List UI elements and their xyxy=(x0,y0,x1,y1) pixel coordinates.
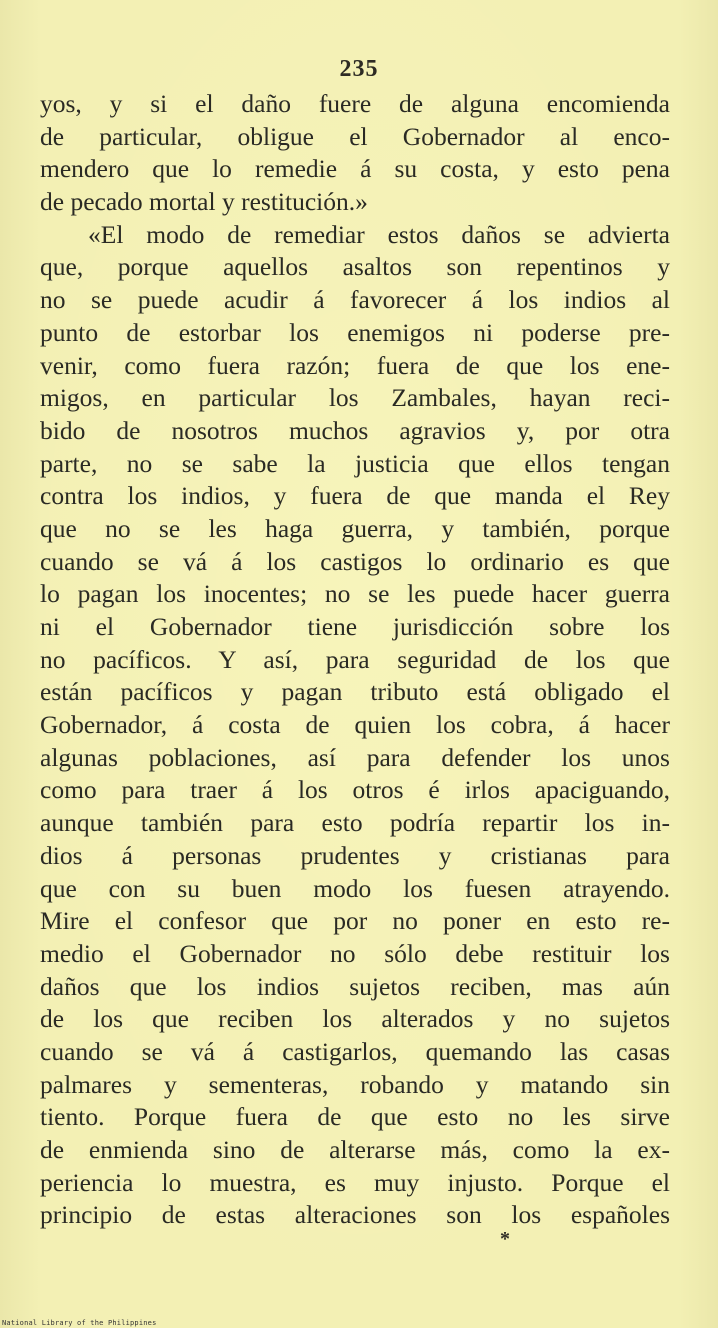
text-line: principio de estas alteraciones son los españoles xyxy=(40,1200,670,1230)
text-line: Gobernador, á costa de quien los cobra, á hacer xyxy=(40,710,670,740)
text-line: aunque también para esto podría repartir los in- xyxy=(40,808,670,838)
text-line: periencia lo muestra, es muy injusto. Porque el xyxy=(40,1167,670,1197)
text-line: Mire el confesor que por no poner en esto re- xyxy=(40,906,670,936)
text-line: «El modo de remediar estos daños se advierta xyxy=(88,219,670,249)
text-line: migos, en particular los Zambales, hayan reci- xyxy=(40,383,670,413)
text-line: que no se les haga guerra, y también, porque xyxy=(40,513,670,543)
text-line: algunas poblaciones, así para defender los unos xyxy=(40,742,670,772)
text-line: medio el Gobernador no sólo debe restituir los xyxy=(40,938,670,968)
library-footer: National Library of the Philippines xyxy=(2,1319,157,1327)
text-line: cuando se vá á castigarlos, quemando las casas xyxy=(40,1036,670,1066)
text-line: daños que los indios sujetos reciben, mas aún xyxy=(40,971,670,1001)
body-text xyxy=(40,88,670,1232)
text-line: contra los indios, y fuera de que manda el Rey xyxy=(40,481,670,511)
text-line: de particular, obligue el Gobernador al enco- xyxy=(40,121,670,151)
text-line: de los que reciben los alterados y no sujetos xyxy=(40,1004,670,1034)
text-line: como para traer á los otros é irlos apaciguando, xyxy=(40,775,670,805)
text-line: bido de nosotros muchos agravios y, por otra xyxy=(40,415,670,445)
text-line: dios á personas prudentes y cristianas para xyxy=(40,840,670,870)
page-number: 235 xyxy=(339,56,379,82)
text-line: están pacíficos y pagan tributo está obligado el xyxy=(40,677,670,707)
text-line: punto de estorbar los enemigos ni poderse pre- xyxy=(40,317,670,347)
text-line: venir, como fuera razón; fuera de que los ene- xyxy=(40,350,670,380)
text-line: de enmienda sino de alterarse más, como la ex- xyxy=(40,1135,670,1164)
text-line: parte, no se sabe la justicia que ellos tengan xyxy=(40,448,670,478)
text-line: cuando se vá á los castigos lo ordinario es que xyxy=(40,546,670,576)
text-line: que con su buen modo los fuesen atrayendo. xyxy=(40,873,670,903)
text-line: yos, y si el daño fuere de alguna encomienda xyxy=(40,89,670,118)
text-line: que, porque aquellos asaltos son repentinos y xyxy=(40,252,670,282)
signature-mark: * xyxy=(500,1228,510,1250)
text-line: de pecado mortal y restitución.» xyxy=(40,187,368,217)
text-line: ni el Gobernador tiene jurisdicción sobre los xyxy=(40,612,670,641)
text-line: no pacíficos. Y así, para seguridad de los que xyxy=(40,644,670,674)
text-line: mendero que lo remedie á su costa, y esto pena xyxy=(40,154,670,184)
text-line: palmares y sementeras, robando y matando sin xyxy=(40,1069,670,1099)
text-line: no se puede acudir á favorecer á los indios al xyxy=(40,285,670,315)
text-line: lo pagan los inocentes; no se les puede hacer guerra xyxy=(40,579,670,609)
text-line: tiento. Porque fuera de que esto no les sirve xyxy=(40,1102,670,1132)
